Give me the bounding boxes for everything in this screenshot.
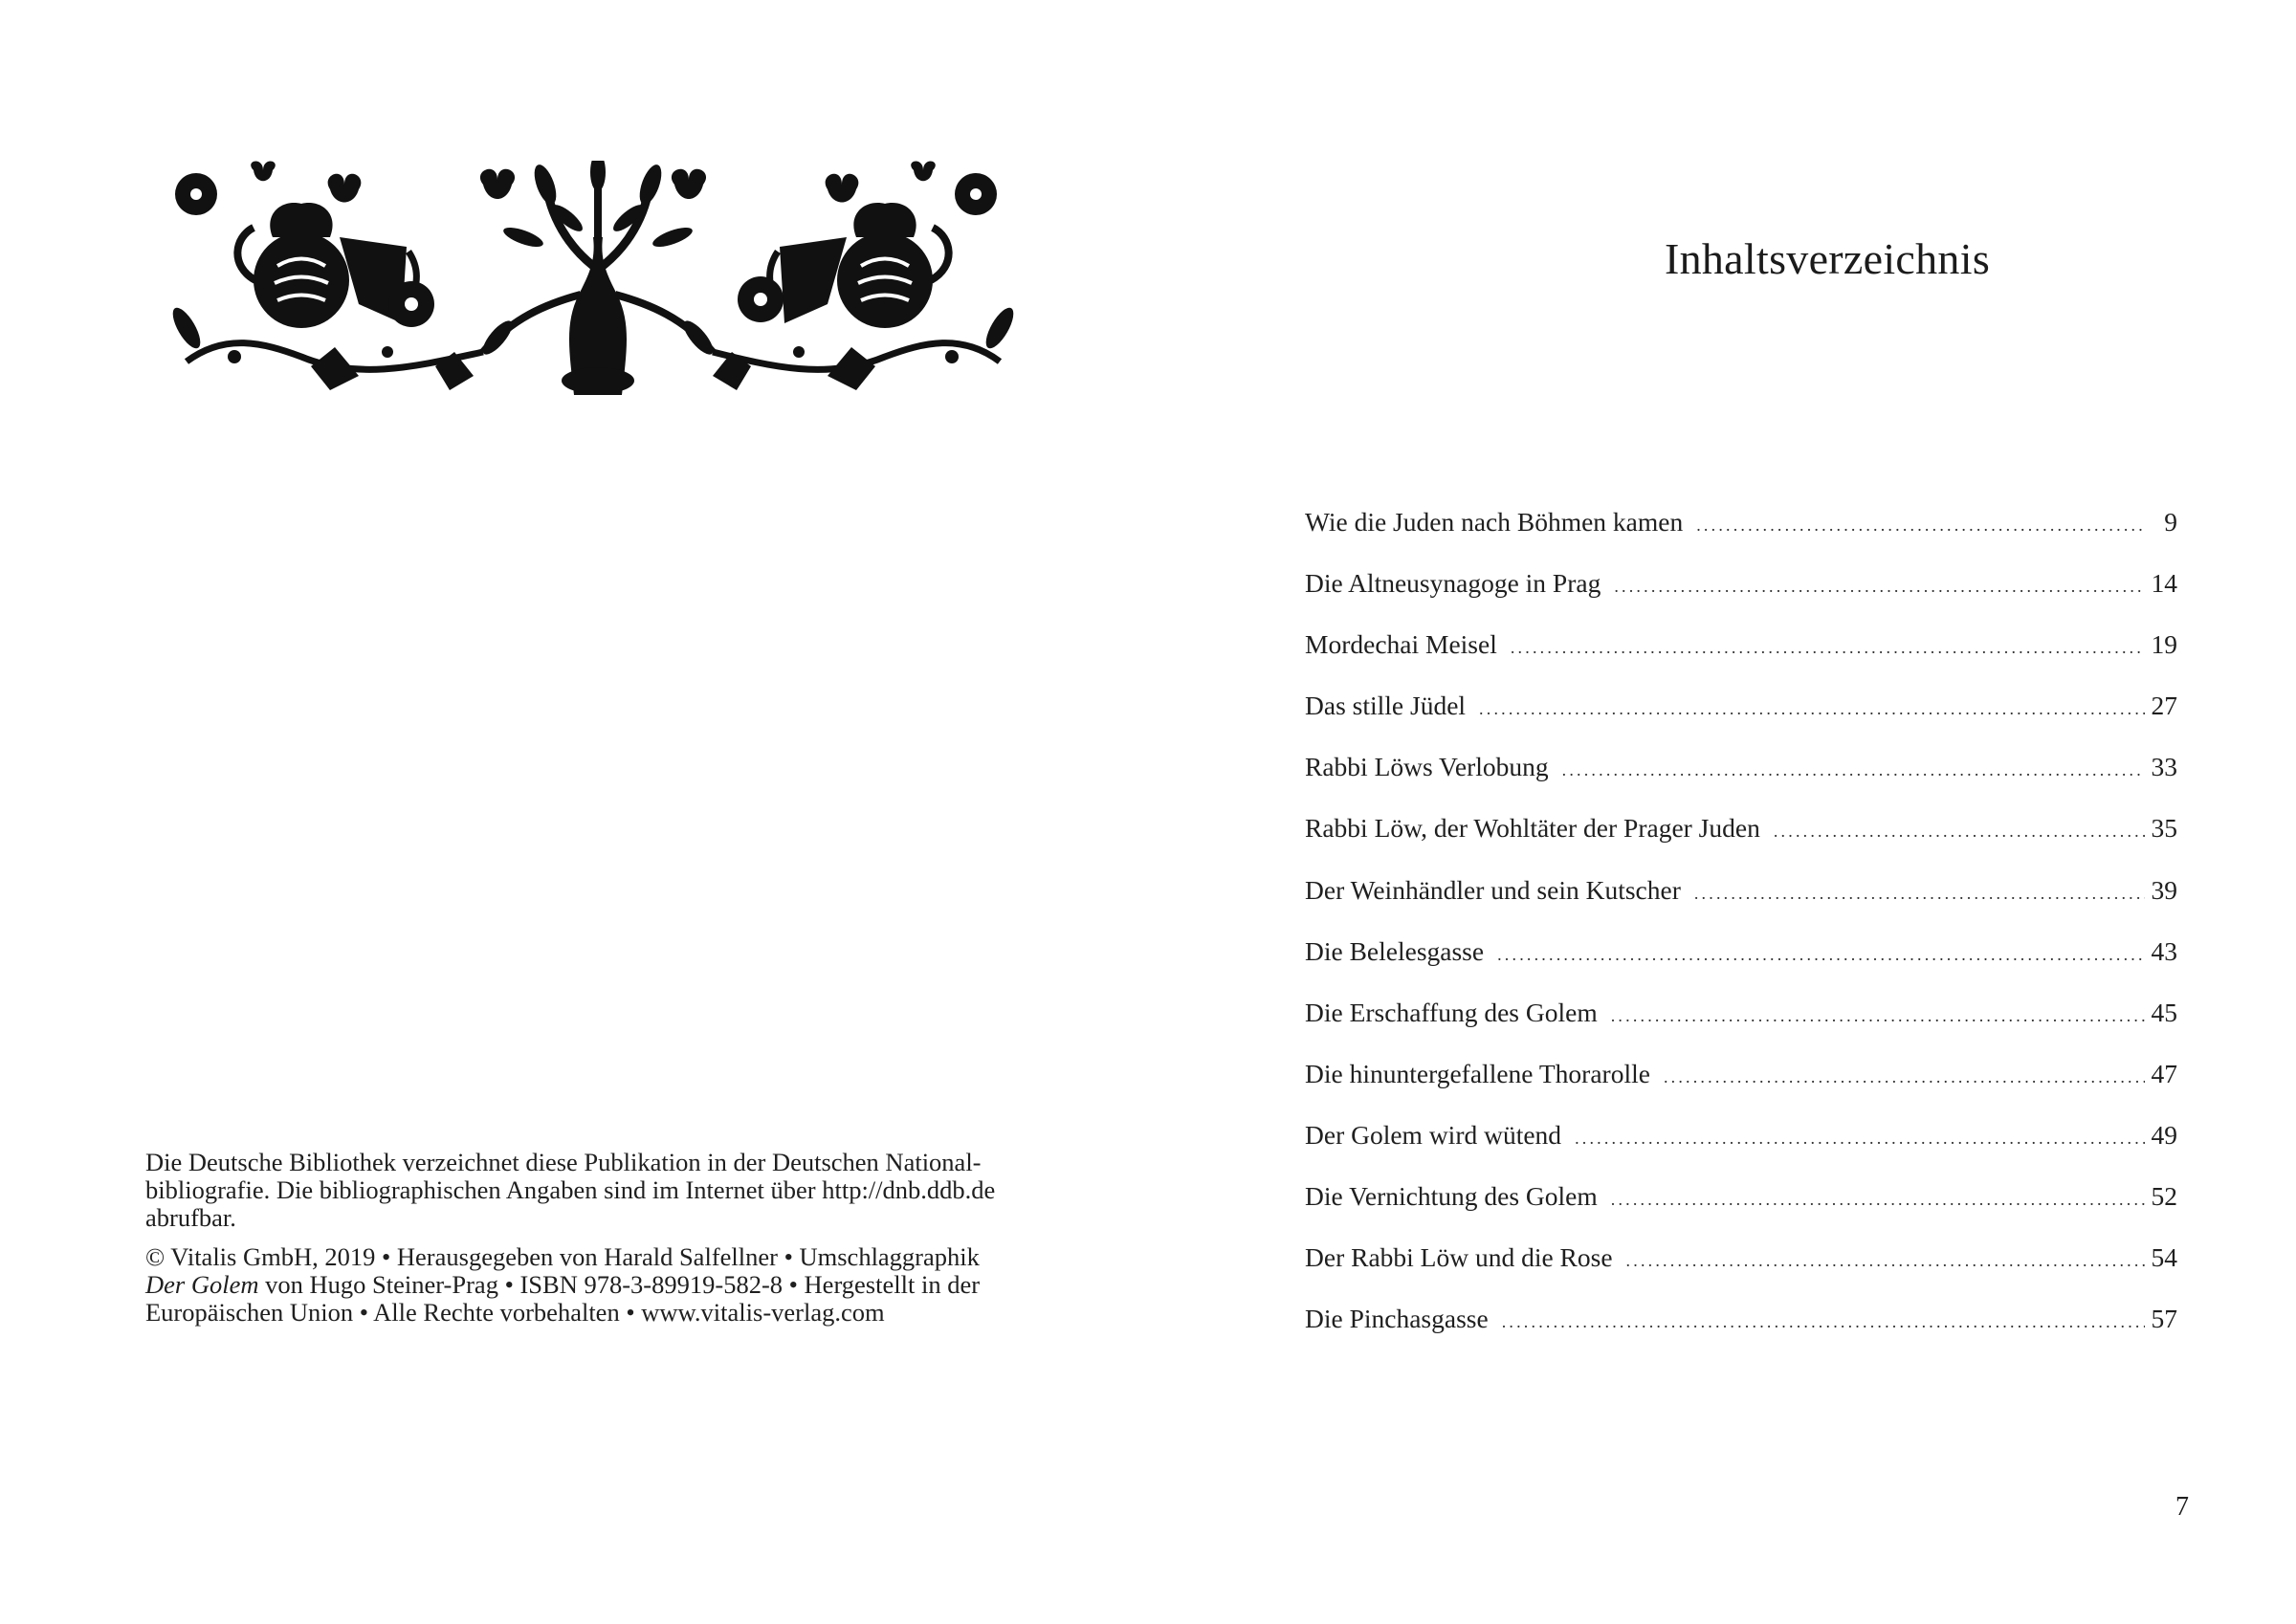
- toc-entry-page: 35: [2151, 813, 2177, 844]
- toc-entry: [1305, 1120, 2177, 1181]
- table-of-contents: [1305, 507, 2177, 1365]
- imprint-notice: [145, 1149, 1026, 1327]
- toc-entry: [1305, 1181, 2177, 1242]
- toc-entry: [1305, 629, 2177, 691]
- toc-entry-page: 47: [2151, 1058, 2177, 1088]
- toc-entry-page: 57: [2151, 1304, 2177, 1334]
- toc-entry-title: Mordechai Meisel: [1305, 629, 1497, 660]
- toc-entry-title: Der Golem wird wütend: [1305, 1119, 1562, 1150]
- toc-dot-leader: [1664, 1067, 2145, 1087]
- toc-entry-page: 14: [2151, 568, 2177, 599]
- toc-entry: [1305, 998, 2177, 1059]
- toc-entry-title: Die hinuntergefallene Thorarolle: [1305, 1058, 1650, 1088]
- toc-entry-title: Die Altneusynagoge in Prag: [1305, 568, 1601, 599]
- toc-entry: [1305, 507, 2177, 568]
- toc-dot-leader: [1479, 699, 2145, 719]
- toc-entry-title: Die Pinchasgasse: [1305, 1304, 1489, 1334]
- toc-dot-leader: [1614, 577, 2145, 597]
- right-page: [1148, 0, 2296, 1624]
- toc-entry-title: Die Vernichtung des Golem: [1305, 1181, 1598, 1212]
- toc-heading: Inhaltsverzeichnis: [1664, 234, 1991, 283]
- toc-dot-leader: [1611, 1006, 2145, 1026]
- toc-dot-leader: [1562, 760, 2145, 780]
- toc-entry-title: Rabbi Löws Verlobung: [1305, 752, 1549, 782]
- toc-entry-title: Die Erschaffung des Golem: [1305, 997, 1598, 1027]
- imprint-line: abrufbar.: [145, 1203, 236, 1232]
- imprint-line: Die Deutsche Bibliothek verzeichnet diese Publikation in der Deutschen National-: [145, 1148, 982, 1176]
- toc-entry-page: 43: [2151, 935, 2177, 966]
- toc-entry: [1305, 1242, 2177, 1304]
- toc-dot-leader: [1694, 884, 2145, 904]
- toc-entry-title: Wie die Juden nach Böhmen kamen: [1305, 507, 1684, 537]
- toc-entry-page: 33: [2151, 752, 2177, 782]
- toc-entry-page: 54: [2151, 1242, 2177, 1273]
- imprint-line: von Hugo Steiner-Prag • ISBN 978-3-89919-582-8 • Hergestellt in der: [258, 1270, 981, 1299]
- toc-dot-leader: [1774, 822, 2145, 842]
- toc-entry-page: 9: [2164, 507, 2177, 537]
- imprint-line: Europäischen Union • Alle Rechte vorbehalten • www.vitalis-verlag.com: [145, 1298, 885, 1327]
- imprint-book-title: Der Golem: [145, 1270, 259, 1299]
- toc-entry-title: Das stille Jüdel: [1305, 691, 1467, 721]
- toc-entry-page: 27: [2151, 691, 2177, 721]
- toc-entry-title: Die Belelesgasse: [1305, 935, 1485, 966]
- toc-entry: [1305, 568, 2177, 629]
- toc-entry: [1305, 936, 2177, 998]
- toc-entry: [1305, 875, 2177, 936]
- toc-dot-leader: [1497, 945, 2145, 965]
- toc-entry-page: 39: [2151, 874, 2177, 905]
- toc-entry: [1305, 813, 2177, 874]
- toc-entry-page: 19: [2151, 629, 2177, 660]
- toc-entry: [1305, 691, 2177, 752]
- imprint-bibliographic: [145, 1149, 1026, 1232]
- imprint-line: © Vitalis GmbH, 2019 • Herausgegeben von Harald Salfellner • Umschlaggraphik: [145, 1242, 980, 1271]
- toc-entry: [1305, 752, 2177, 813]
- toc-dot-leader: [1611, 1190, 2145, 1210]
- toc-entry-page: 45: [2151, 997, 2177, 1027]
- imprint-copyright: [145, 1243, 1026, 1327]
- toc-entry-page: 49: [2151, 1119, 2177, 1150]
- toc-entry: [1305, 1304, 2177, 1365]
- toc-dot-leader: [1626, 1251, 2145, 1271]
- toc-dot-leader: [1502, 1312, 2145, 1332]
- imprint-line: bibliografie. Die bibliographischen Angaben sind im Internet über http://dnb.ddb.de: [145, 1175, 996, 1204]
- toc-entry-page: 52: [2151, 1181, 2177, 1212]
- toc-entry-title: Der Rabbi Löw und die Rose: [1305, 1242, 1613, 1273]
- toc-dot-leader: [1575, 1129, 2145, 1149]
- toc-entry: [1305, 1059, 2177, 1120]
- toc-entry-title: Der Weinhändler und sein Kutscher: [1305, 874, 1681, 905]
- toc-dot-leader: [1511, 638, 2145, 658]
- floral-vase-ornament-icon: [167, 161, 1019, 395]
- toc-entry-title: Rabbi Löw, der Wohltäter der Prager Juden: [1305, 813, 1760, 844]
- toc-dot-leader: [1696, 516, 2145, 536]
- page-number: 7: [2175, 1492, 2189, 1522]
